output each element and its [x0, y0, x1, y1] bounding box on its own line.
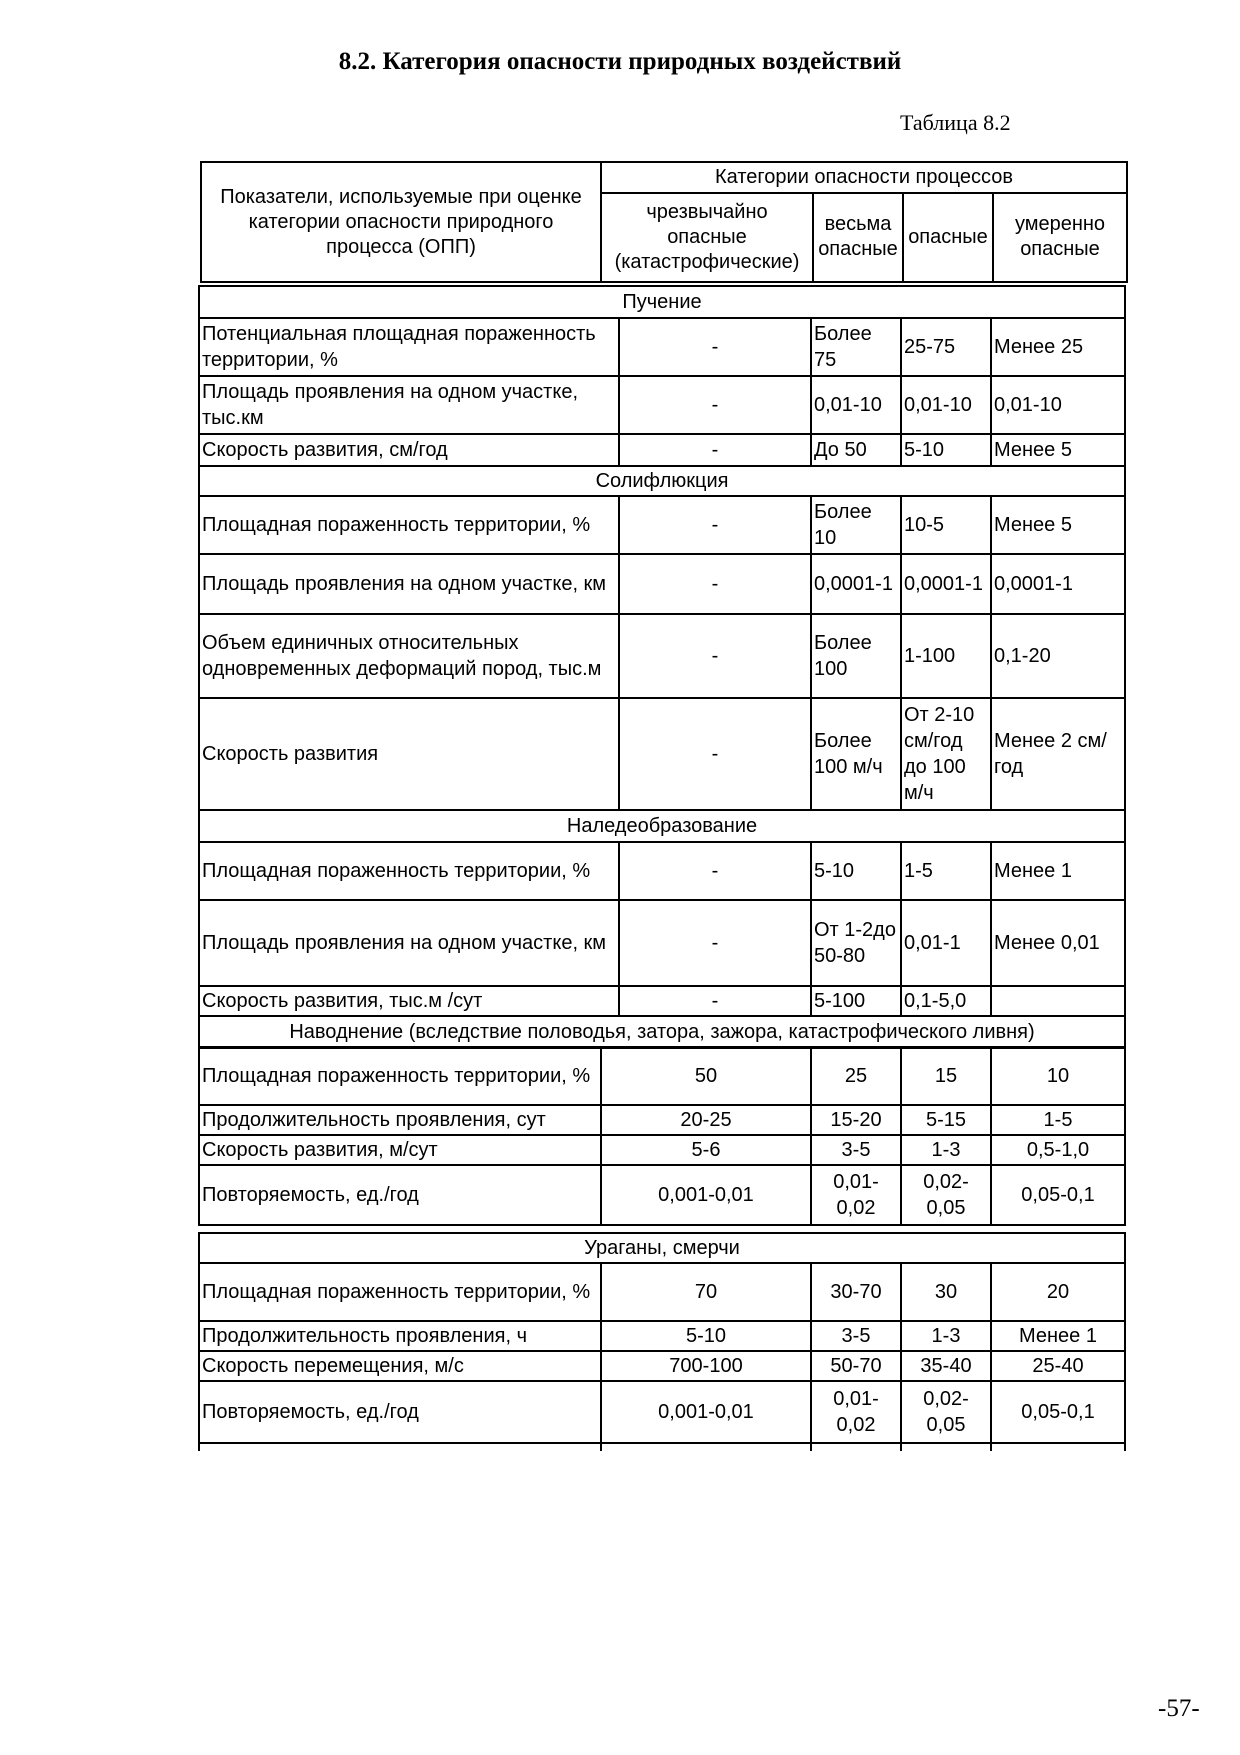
row-label: Площадная пораженность территории, % — [199, 842, 619, 900]
cell-cat3: 0,0001-1 — [901, 554, 991, 614]
row-label: Площадная пораженность территории, % — [199, 496, 619, 554]
header-cat-very: весьма опасные — [813, 193, 903, 283]
cell-cat2: 25 — [811, 1047, 901, 1105]
cell-cat2: Более 10 — [811, 496, 901, 554]
cell-cat3: 5-10 — [901, 434, 991, 466]
row-label: Скорость развития, м/сут — [199, 1135, 601, 1165]
section-heading: Наводнение (вследствие половодья, затора, зажора, катастрофического ливня) — [199, 1016, 1125, 1048]
cell-cat2: 0,0001-1 — [811, 554, 901, 614]
cell-cat4 — [991, 986, 1125, 1016]
cell-cat3: 35-40 — [901, 1351, 991, 1381]
table-cutoff — [199, 1443, 601, 1451]
row-label: Продолжительность проявления, сут — [199, 1105, 601, 1135]
table-row — [199, 1321, 1125, 1351]
row-label: Площадная пораженность территории, % — [199, 1047, 601, 1105]
section-heading: Солифлюкция — [199, 466, 1125, 496]
cell-cat2: 0,01-0,02 — [811, 1165, 901, 1225]
cell-cat3: 1-100 — [901, 614, 991, 698]
cell-cat1: - — [619, 318, 811, 376]
header-indicator: Показатели, используемые при оценке категории опасности природного процесса (ОПП) — [201, 162, 601, 282]
table-row — [199, 614, 1125, 698]
cell-cat3: 15 — [901, 1047, 991, 1105]
cell-cat4: Менее 1 — [991, 842, 1125, 900]
table-row — [199, 434, 1125, 466]
cell-cat1: - — [619, 496, 811, 554]
cell-cat4: Менее 25 — [991, 318, 1125, 376]
cell-cat4: 20 — [991, 1263, 1125, 1321]
row-label: Скорость развития, тыс.м /сут — [199, 986, 619, 1016]
table-cutoff — [601, 1443, 811, 1451]
row-label: Продолжительность проявления, ч — [199, 1321, 601, 1351]
table-row — [199, 698, 1125, 810]
cell-cat2: 15-20 — [811, 1105, 901, 1135]
cell-cat3: 10-5 — [901, 496, 991, 554]
cell-cat3: 1-3 — [901, 1135, 991, 1165]
cell-cat1: 700-100 — [601, 1351, 811, 1381]
cell-cat2: 0,01-0,02 — [811, 1381, 901, 1443]
table-row — [199, 376, 1125, 434]
cell-cat1: - — [619, 434, 811, 466]
table-row — [199, 1105, 1125, 1135]
table-row — [199, 496, 1125, 554]
cell-cat4: Менее 5 — [991, 496, 1125, 554]
row-label: Объем единичных относительных одновременных деформаций пород, тыс.м — [199, 614, 619, 698]
cell-cat3: От 2-10 см/год до 100 м/ч — [901, 698, 991, 810]
cell-cat2: 0,01-10 — [811, 376, 901, 434]
cell-cat3: 0,1-5,0 — [901, 986, 991, 1016]
row-label: Повторяемость, ед./год — [199, 1165, 601, 1225]
table-row — [199, 1263, 1125, 1321]
cell-cat4: 0,05-0,1 — [991, 1165, 1125, 1225]
cell-cat4: Менее 5 — [991, 434, 1125, 466]
cell-cat2: Более 75 — [811, 318, 901, 376]
cell-cat2: 30-70 — [811, 1263, 901, 1321]
cell-cat2: До 50 — [811, 434, 901, 466]
cell-cat1: 5-10 — [601, 1321, 811, 1351]
page-number: -57- — [1158, 1695, 1200, 1722]
row-label: Потенциальная площадная пораженность территории, % — [199, 318, 619, 376]
cell-cat4: 25-40 — [991, 1351, 1125, 1381]
cell-cat4: Менее 1 — [991, 1321, 1125, 1351]
row-label: Площадная пораженность территории, % — [199, 1263, 601, 1321]
table-row — [199, 900, 1125, 986]
cell-cat4: Менее 0,01 — [991, 900, 1125, 986]
row-label: Скорость развития — [199, 698, 619, 810]
cell-cat3: 0,02-0,05 — [901, 1165, 991, 1225]
table-label: Таблица 8.2 — [900, 110, 1011, 135]
cell-cat1: - — [619, 376, 811, 434]
row-label: Скорость развития, см/год — [199, 434, 619, 466]
cell-cat1: 20-25 — [601, 1105, 811, 1135]
cell-cat1: - — [619, 842, 811, 900]
table-row — [199, 554, 1125, 614]
cell-cat3: 0,01-10 — [901, 376, 991, 434]
header-cat-moderate: умеренно опасные — [993, 193, 1127, 283]
cell-cat3: 1-3 — [901, 1321, 991, 1351]
section-heading: Пучение — [199, 286, 1125, 318]
table-row — [199, 1351, 1125, 1381]
row-label: Скорость перемещения, м/с — [199, 1351, 601, 1381]
table-cutoff — [901, 1443, 991, 1451]
table-header — [200, 161, 1128, 283]
cell-cat2: 5-10 — [811, 842, 901, 900]
cell-cat2: От 1-2до 50-80 — [811, 900, 901, 986]
cell-cat2: 50-70 — [811, 1351, 901, 1381]
cell-cat4: 0,1-20 — [991, 614, 1125, 698]
cell-cat1: 0,001-0,01 — [601, 1381, 811, 1443]
cell-cat1: - — [619, 900, 811, 986]
cell-cat1: 50 — [601, 1047, 811, 1105]
section-title: 8.2. Категория опасности природных воздействий — [338, 48, 902, 75]
cell-cat4: 0,01-10 — [991, 376, 1125, 434]
cell-cat3: 25-75 — [901, 318, 991, 376]
cell-cat1: 70 — [601, 1263, 811, 1321]
table-row — [199, 1047, 1125, 1105]
cell-cat2: Более 100 м/ч — [811, 698, 901, 810]
cell-cat1: 5-6 — [601, 1135, 811, 1165]
cell-cat1: - — [619, 554, 811, 614]
cell-cat4: Менее 2 см/год — [991, 698, 1125, 810]
row-label: Площадь проявления на одном участке, тыс.км — [199, 376, 619, 434]
header-categories: Категории опасности процессов — [601, 162, 1127, 193]
table-row — [199, 842, 1125, 900]
table-row — [199, 1165, 1125, 1225]
cell-cat3: 0,02-0,05 — [901, 1381, 991, 1443]
cell-cat4: 0,0001-1 — [991, 554, 1125, 614]
table-row — [199, 1135, 1125, 1165]
row-label: Площадь проявления на одном участке, км — [199, 900, 619, 986]
cell-cat4: 1-5 — [991, 1105, 1125, 1135]
cell-cat1: - — [619, 698, 811, 810]
table-hurricanes — [198, 1232, 1126, 1451]
cell-cat2: 5-100 — [811, 986, 901, 1016]
cell-cat3: 5-15 — [901, 1105, 991, 1135]
table-row — [199, 986, 1125, 1016]
section-heading: Ураганы, смерчи — [199, 1233, 1125, 1263]
cell-cat2: 3-5 — [811, 1321, 901, 1351]
table-cutoff — [991, 1443, 1125, 1451]
cell-cat3: 30 — [901, 1263, 991, 1321]
cell-cat2: 3-5 — [811, 1135, 901, 1165]
table-cutoff — [811, 1443, 901, 1451]
section-heading: Наледеобразование — [199, 810, 1125, 842]
cell-cat1: - — [619, 614, 811, 698]
row-label: Площадь проявления на одном участке, км — [199, 554, 619, 614]
cell-cat2: Более 100 — [811, 614, 901, 698]
cell-cat3: 0,01-1 — [901, 900, 991, 986]
cell-cat4: 0,5-1,0 — [991, 1135, 1125, 1165]
table-main — [198, 285, 1126, 1049]
table-row — [199, 1381, 1125, 1443]
cell-cat4: 10 — [991, 1047, 1125, 1105]
header-cat-dangerous: опасные — [903, 193, 993, 283]
table-row — [199, 318, 1125, 376]
row-label: Повторяемость, ед./год — [199, 1381, 601, 1443]
cell-cat4: 0,05-0,1 — [991, 1381, 1125, 1443]
cell-cat1: 0,001-0,01 — [601, 1165, 811, 1225]
header-cat-extreme: чрезвычайно опасные (катастрофические) — [601, 193, 813, 283]
cell-cat1: - — [619, 986, 811, 1016]
table-flood — [198, 1046, 1126, 1226]
cell-cat3: 1-5 — [901, 842, 991, 900]
